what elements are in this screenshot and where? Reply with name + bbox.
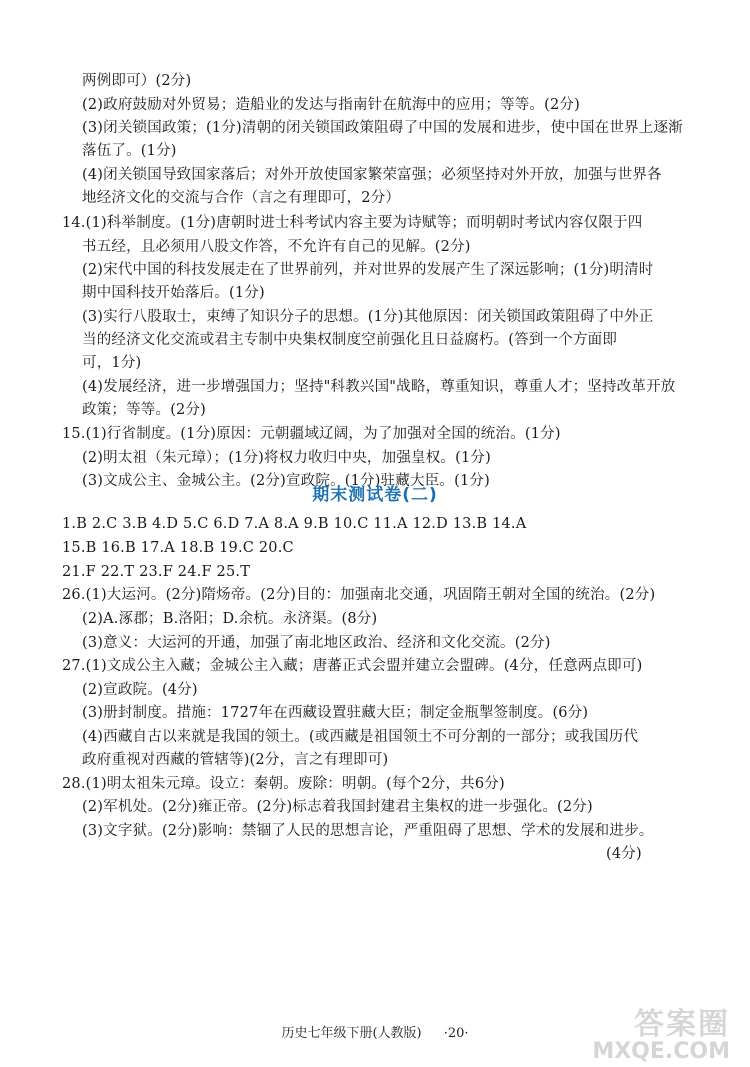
answer-row: 1.B 2.C 3.B 4.D 5.C 6.D 7.A 8.A 9.B 10.C 11.A 12.D 13.B 14.A bbox=[62, 516, 527, 532]
text-line: (2)宣政院。(4分) bbox=[82, 682, 198, 698]
text-line: (4)闭关锁国导致国家落后；对外开放使国家繁荣富强；必须坚持对外开放，加强与世界各 bbox=[82, 167, 662, 183]
text-line: (2)明太祖（朱元璋）；(1分)将权力收归中央，加强皇权。(1分) bbox=[82, 450, 491, 466]
text-line: (2)军机处。(2分)雍正帝。(2分)标志着我国封建君主集权的进一步强化。(2分) bbox=[82, 799, 593, 815]
question-28-part-1: 28.(1)明太祖朱元璋。设立：秦朝。废除：明朝。(每个2分，共6分) bbox=[62, 776, 505, 792]
question-14-part-1: 14.(1)科举制度。(1分)唐朝时进士科考试内容主要为诗赋等；而明朝时考试内容仅限于四 bbox=[62, 215, 643, 231]
question-27-part-1: 27.(1)文成公主入藏；金城公主入藏；唐蕃正式会盟并建立会盟碑。(4分，任意两点即可) bbox=[62, 658, 643, 674]
text-line: (3)册封制度。措施：1727年在西藏设置驻藏大臣；制定金瓶掣签制度。(6分) bbox=[82, 705, 589, 721]
text-line: 期中国科技开始落后。(1分) bbox=[82, 285, 265, 301]
page-number: ·20· bbox=[443, 1026, 469, 1041]
text-line: (3)文成公主、金城公主。(2分)宣政院。(1分)驻藏大臣。(1分) bbox=[82, 473, 490, 489]
text-line: (4)西藏自古以来就是我国的领土。(或西藏是祖国领土不可分割的一部分；或我国历代 bbox=[82, 729, 639, 745]
text-line: (3)意义：大运河的开通，加强了南北地区政治、经济和文化交流。(2分) bbox=[82, 635, 551, 651]
text-line: (3)闭关锁国政策；(1分)清朝的闭关锁国政策阻碍了中国的发展和进步，使中国在世界上逐渐 bbox=[82, 120, 683, 136]
answer-row: 21.F 22.T 23.F 24.F 25.T bbox=[62, 564, 251, 580]
text-line: 书五经，且必须用八股文作答，不允许有自己的见解。(2分) bbox=[82, 239, 471, 255]
text-line: 可，1分) bbox=[82, 355, 142, 371]
question-26-part-1: 26.(1)大运河。(2分)隋炀帝。(2分)目的：加强南北交通，巩固隋王朝对全国的统治。(2分) bbox=[62, 587, 656, 603]
text-line: (3)文字狱。(2分)影响：禁锢了人民的思想言论，严重阻碍了思想、学术的发展和进步。 bbox=[82, 823, 654, 839]
text-line: 两例即可）(2分) bbox=[82, 73, 192, 89]
watermark-top-text: 答案圈 bbox=[634, 1007, 730, 1042]
text-line: (2)政府鼓励对外贸易；造船业的发达与指南针在航海中的应用；等等。(2分) bbox=[82, 97, 580, 113]
site-watermark bbox=[580, 999, 730, 1064]
footer-book-title: 历史七年级下册(人教版) bbox=[281, 1026, 422, 1041]
text-line: 当的经济文化交流或君主专制中央集权制度空前强化且日益腐朽。(答到一个方面即 bbox=[82, 332, 618, 348]
text-line: (4)发展经济，进一步增强国力；坚持"科教兴国"战略，尊重知识，尊重人才；坚持改革开放 bbox=[82, 379, 676, 395]
text-line: 政策；等等。(2分) bbox=[82, 402, 207, 418]
text-line: (2)宋代中国的科技发展走在了世界前列，并对世界的发展产生了深远影响；(1分)明清时 bbox=[82, 262, 654, 278]
text-line: (2)A.涿郡；B.洛阳；D.余杭。永济渠。(8分) bbox=[82, 611, 378, 627]
text-line: 政府重视对西藏的管辖等)(2分，言之有理即可) bbox=[82, 752, 389, 768]
watermark-bottom-text: MXQE.COM bbox=[592, 1039, 730, 1064]
text-line: (3)实行八股取士，束缚了知识分子的思想。(1分)其他原因：闭关锁国政策阻碍了中外正 bbox=[82, 309, 654, 325]
text-line: 落伍了。(1分) bbox=[82, 143, 177, 159]
section-title: 期末测试卷(二) bbox=[312, 485, 438, 505]
answer-row: 15.B 16.B 17.A 18.B 19.C 20.C bbox=[62, 540, 294, 556]
score-note: (4分) bbox=[606, 846, 642, 862]
text-line: 地经济文化的交流与合作（言之有理即可，2分） bbox=[82, 190, 401, 206]
question-15-part-1: 15.(1)行省制度。(1分)原因：元朝疆域辽阔，为了加强对全国的统治。(1分) bbox=[62, 426, 561, 442]
